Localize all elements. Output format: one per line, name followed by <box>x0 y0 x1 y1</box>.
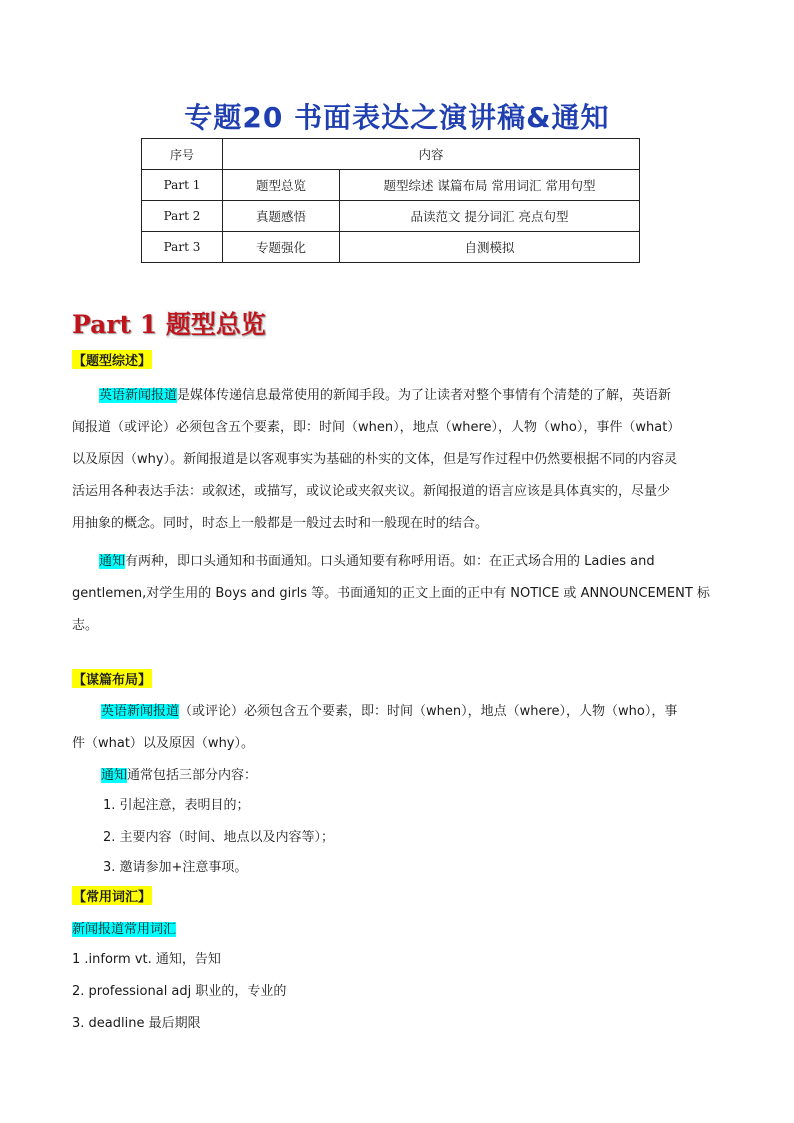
overview-line: gentlemen,对学生用的 Boys and girls 等。书面通知的正文上面的正中有 NOTICE 或 ANNOUNCEMENT 标 <box>72 586 710 601</box>
overview-line: 通知有两种，即口头通知和书面通知。口头通知要有称呼用语。如：在正式场合用的 Ladies and <box>99 554 655 569</box>
table-row <box>142 170 640 201</box>
table-cell-content: 自测模拟 <box>340 232 640 263</box>
table-row <box>142 232 640 263</box>
part1-number: Part 1 <box>72 310 158 339</box>
table-cell-part: Part 2 <box>142 201 223 232</box>
contents-table <box>141 138 640 263</box>
table-header-row <box>142 139 640 170</box>
list-item: 2. 主要内容（时间、地点以及内容等）； <box>103 830 335 845</box>
vocab-item: 1 .inform vt. 通知，告知 <box>72 952 221 967</box>
list-item: 1. 引起注意，表明目的； <box>103 798 250 813</box>
vocab-item: 3. deadline 最后期限 <box>72 1016 201 1031</box>
table-header-cell: 序号 <box>142 139 223 170</box>
table-cell-name: 题型总览 <box>223 170 340 201</box>
layout-line: 件（what）以及原因（why）。 <box>72 736 255 751</box>
table-row <box>142 201 640 232</box>
part1-name: 题型总览 <box>165 310 266 339</box>
overview-line: 英语新闻报道是媒体传递信息最常使用的新闻手段。为了让读者对整个事情有个清楚的了解，英语新 <box>99 388 672 403</box>
table-cell-name: 专题强化 <box>223 232 340 263</box>
table-cell-content: 品读范文 提分词汇 亮点句型 <box>340 201 640 232</box>
part1-heading <box>72 305 266 341</box>
overview-line: 志。 <box>72 618 99 633</box>
table-cell-part: Part 3 <box>142 232 223 263</box>
table-header-cell: 内容 <box>223 139 640 170</box>
list-item: 3. 邀请参加+注意事项。 <box>103 860 248 875</box>
table-cell-content: 题型综述 谋篇布局 常用词汇 常用句型 <box>340 170 640 201</box>
overview-line: 活运用各种表达手法：或叙述，或描写，或议论或夹叙夹议。新闻报道的语言应该是具体真实的，尽量少 <box>72 484 671 499</box>
vocab-subheading: 新闻报道常用词汇 <box>72 922 177 937</box>
page-title: 专题20 书面表达之演讲稿&通知 <box>184 101 610 134</box>
layout-line: 英语新闻报道（或评论）必须包含五个要素，即：时间（when），地点（where），人物（who），事 <box>101 704 678 719</box>
table-cell-part: Part 1 <box>142 170 223 201</box>
overview-section-tag: 【题型综述】 <box>72 350 152 369</box>
highlight-term: 英语新闻报道 <box>99 388 178 403</box>
overview-line: 以及原因（why）。新闻报道是以客观事实为基础的朴实的文体，但是写作过程中仍然要根据不同的内容灵 <box>72 452 678 467</box>
overview-line: 闻报道（或评论）必须包含五个要素，即：时间（when），地点（where），人物（who），事件（what） <box>72 420 681 435</box>
highlight-term: 通知 <box>99 554 126 569</box>
layout-line: 通知通常包括三部分内容： <box>101 768 258 783</box>
table-cell-name: 真题感悟 <box>223 201 340 232</box>
vocab-section-tag: 【常用词汇】 <box>72 886 152 905</box>
highlight-term: 英语新闻报道 <box>101 704 180 719</box>
highlight-term: 通知 <box>101 768 128 783</box>
layout-section-tag: 【谋篇布局】 <box>72 669 152 688</box>
overview-line: 用抽象的概念。同时，时态上一般都是一般过去时和一般现在时的结合。 <box>72 516 489 531</box>
vocab-item: 2. professional adj 职业的，专业的 <box>72 984 287 999</box>
